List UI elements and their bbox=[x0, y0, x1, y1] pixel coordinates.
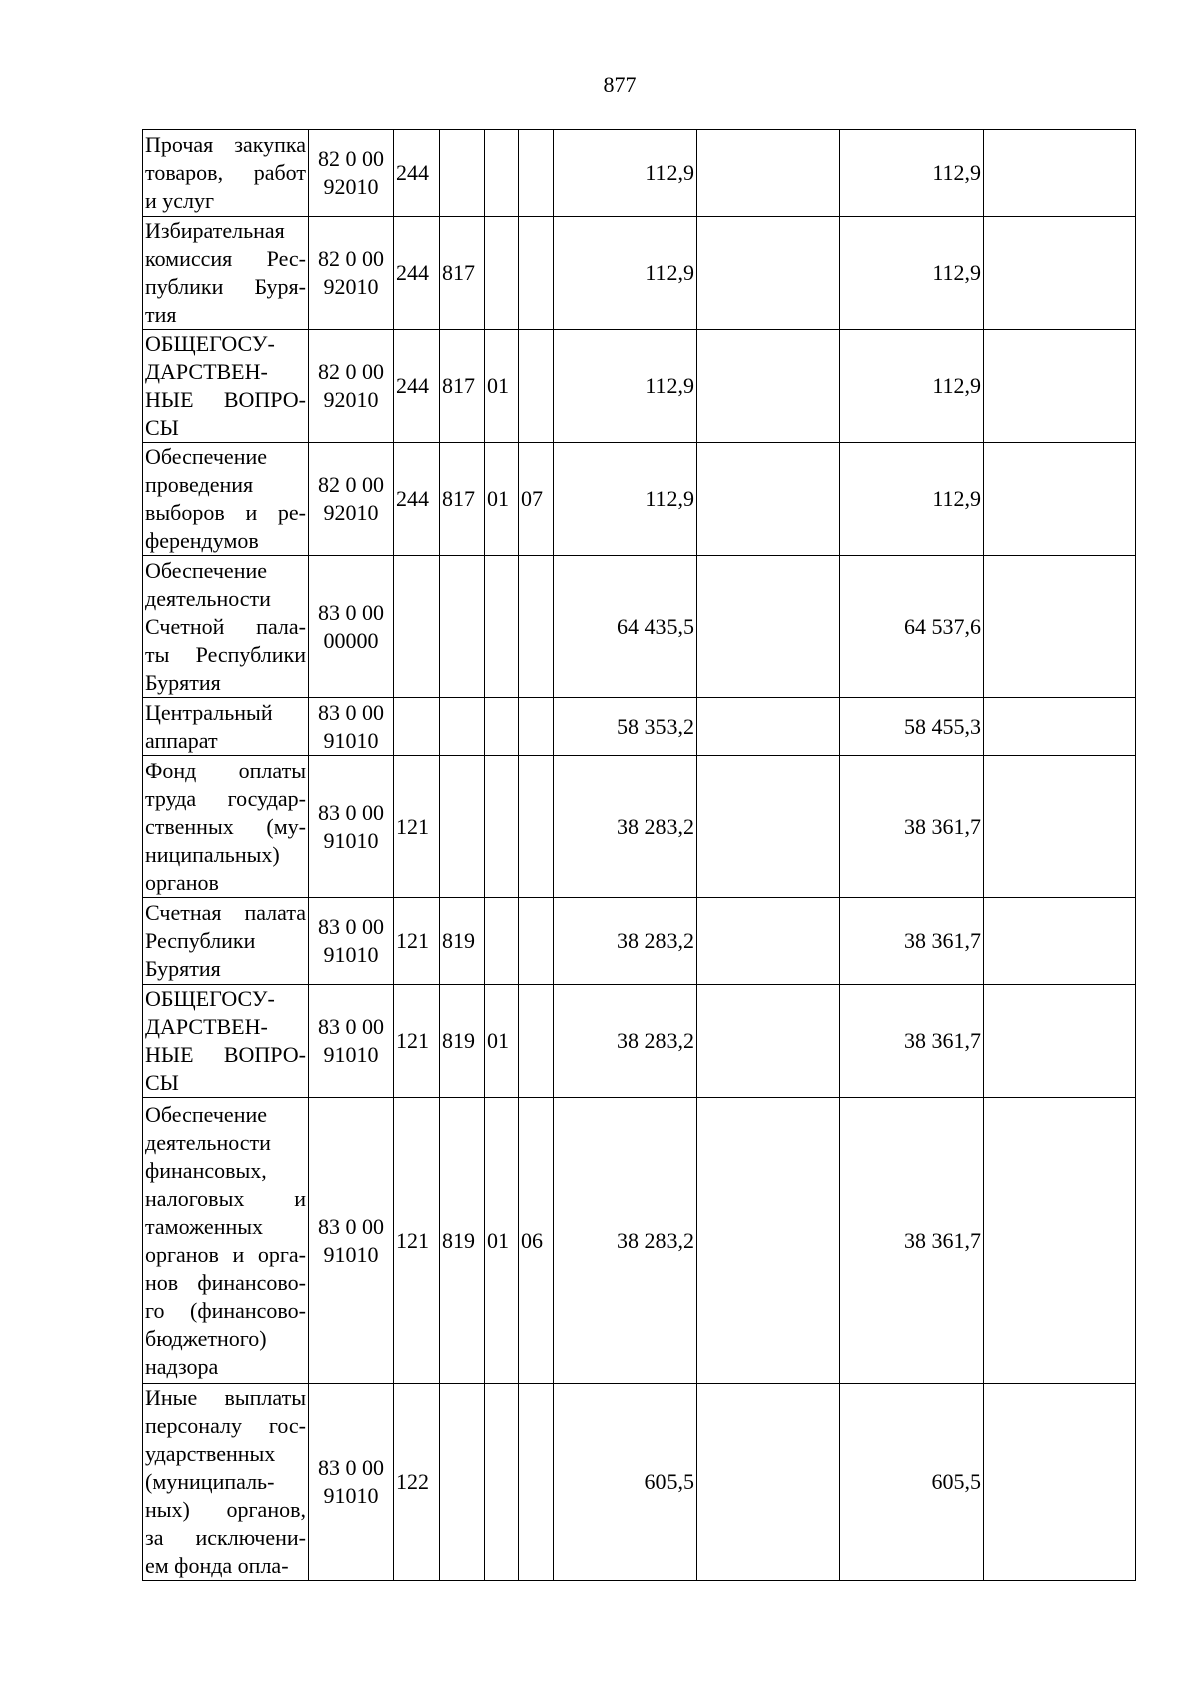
amount-cell-4 bbox=[984, 756, 1136, 898]
target-article-part: 83 0 00 bbox=[318, 699, 384, 725]
amount-cell-3: 38 361,7 bbox=[840, 985, 984, 1098]
amount-cell-3: 605,5 bbox=[840, 1384, 984, 1581]
expense-type-cell: 244 bbox=[394, 443, 440, 556]
row-name-line: (муниципаль- bbox=[145, 1469, 275, 1494]
row-name-line: товаров, работ bbox=[145, 160, 306, 185]
target-article-part: 83 0 00 bbox=[318, 1014, 384, 1039]
row-name-cell bbox=[143, 985, 309, 1098]
amount-cell-3: 112,9 bbox=[840, 217, 984, 330]
row-name-line: ферендумов bbox=[145, 528, 259, 553]
target-article-cell bbox=[309, 898, 394, 985]
target-article-part: 92010 bbox=[323, 387, 379, 412]
target-article-cell bbox=[309, 217, 394, 330]
section-cell bbox=[485, 698, 519, 756]
amount-cell-2 bbox=[697, 1098, 840, 1384]
amount-cell-1: 605,5 bbox=[554, 1384, 697, 1581]
target-article-cell bbox=[309, 698, 394, 756]
amount-cell-2 bbox=[697, 556, 840, 698]
table-row bbox=[143, 130, 1136, 217]
target-article-part: 91010 bbox=[323, 1042, 379, 1067]
section-cell bbox=[485, 217, 519, 330]
section-cell bbox=[485, 556, 519, 698]
target-article-cell bbox=[309, 985, 394, 1098]
row-name-line: НЫЕ ВОПРО- bbox=[145, 1042, 306, 1067]
budget-table bbox=[142, 129, 1136, 1581]
table-row bbox=[143, 217, 1136, 330]
row-name-cell bbox=[143, 1098, 309, 1384]
amount-cell-1: 112,9 bbox=[554, 330, 697, 443]
table-row bbox=[143, 985, 1136, 1098]
amount-cell-4 bbox=[984, 1384, 1136, 1581]
amount-cell-1: 64 435,5 bbox=[554, 556, 697, 698]
amount-cell-2 bbox=[697, 330, 840, 443]
row-name-line: публики Буря- bbox=[145, 274, 306, 299]
row-name-line: Республики bbox=[145, 928, 256, 953]
target-article-part: 83 0 00 bbox=[318, 599, 384, 625]
row-name-line: Избирательная bbox=[145, 218, 285, 243]
target-article-cell bbox=[309, 330, 394, 443]
expense-type-cell: 121 bbox=[394, 898, 440, 985]
table-row bbox=[143, 330, 1136, 443]
row-name-line: таможенных bbox=[145, 1213, 264, 1239]
target-article-part: 82 0 00 bbox=[318, 146, 384, 171]
target-article-part: 91010 bbox=[323, 1241, 379, 1267]
amount-cell-2 bbox=[697, 985, 840, 1098]
amount-cell-3: 38 361,7 bbox=[840, 898, 984, 985]
admin-code-cell bbox=[440, 698, 485, 756]
amount-cell-3: 112,9 bbox=[840, 443, 984, 556]
row-name-line: НЫЕ ВОПРО- bbox=[145, 387, 306, 412]
row-name-line: ем фонда опла- bbox=[145, 1553, 289, 1578]
row-name-line: Счетная палата bbox=[145, 900, 306, 925]
target-article-part: 91010 bbox=[323, 727, 379, 753]
page-number: 877 bbox=[603, 72, 637, 97]
target-article-cell bbox=[309, 1384, 394, 1581]
row-name-line: аппарат bbox=[145, 727, 218, 753]
row-name-line: выборов и ре- bbox=[145, 500, 306, 525]
row-name-line: Счетной пала- bbox=[145, 613, 306, 639]
amount-cell-2 bbox=[697, 130, 840, 217]
section-cell bbox=[485, 898, 519, 985]
expense-type-cell bbox=[394, 698, 440, 756]
amount-cell-3: 112,9 bbox=[840, 330, 984, 443]
row-name-line: Иные выплаты bbox=[145, 1385, 306, 1410]
row-name-line: ОБЩЕГОСУ- bbox=[145, 331, 275, 356]
expense-type-cell: 244 bbox=[394, 130, 440, 217]
expense-type-cell: 244 bbox=[394, 217, 440, 330]
amount-cell-1: 58 353,2 bbox=[554, 698, 697, 756]
target-article-cell bbox=[309, 130, 394, 217]
amount-cell-3: 38 361,7 bbox=[840, 1098, 984, 1384]
table-row bbox=[143, 1384, 1136, 1581]
row-name-line: ударственных bbox=[145, 1441, 276, 1466]
admin-code-cell: 819 bbox=[440, 1098, 485, 1384]
row-name-line: органов bbox=[145, 869, 219, 895]
row-name-line: Фонд оплаты bbox=[145, 757, 306, 783]
target-article-part: 82 0 00 bbox=[318, 246, 384, 271]
amount-cell-4 bbox=[984, 985, 1136, 1098]
table-row bbox=[143, 556, 1136, 698]
target-article-part: 83 0 00 bbox=[318, 1455, 384, 1480]
amount-cell-3: 58 455,3 bbox=[840, 698, 984, 756]
row-name-line: комиссия Рес- bbox=[145, 246, 306, 271]
amount-cell-1: 38 283,2 bbox=[554, 985, 697, 1098]
row-name-line: деятельности bbox=[145, 1129, 271, 1155]
amount-cell-2 bbox=[697, 443, 840, 556]
row-name-line: ных) органов, bbox=[145, 1497, 306, 1522]
subsection-cell bbox=[519, 556, 554, 698]
expense-type-cell: 121 bbox=[394, 1098, 440, 1384]
row-name-cell bbox=[143, 217, 309, 330]
amount-cell-1: 38 283,2 bbox=[554, 898, 697, 985]
amount-cell-1: 112,9 bbox=[554, 443, 697, 556]
amount-cell-4 bbox=[984, 330, 1136, 443]
row-name-line: нов финансово- bbox=[145, 1269, 306, 1295]
target-article-part: 91010 bbox=[323, 942, 379, 967]
amount-cell-3: 64 537,6 bbox=[840, 556, 984, 698]
row-name-line: за исключени- bbox=[145, 1525, 306, 1550]
table-row bbox=[143, 898, 1136, 985]
subsection-cell bbox=[519, 130, 554, 217]
section-cell: 01 bbox=[485, 985, 519, 1098]
subsection-cell bbox=[519, 217, 554, 330]
row-name-line: СЫ bbox=[145, 1070, 179, 1095]
target-article-part: 83 0 00 bbox=[318, 799, 384, 825]
table-row bbox=[143, 1098, 1136, 1384]
amount-cell-4 bbox=[984, 443, 1136, 556]
amount-cell-4 bbox=[984, 130, 1136, 217]
table-row bbox=[143, 443, 1136, 556]
admin-code-cell: 817 bbox=[440, 443, 485, 556]
row-name-line: проведения bbox=[145, 472, 254, 497]
row-name-line: Центральный bbox=[145, 699, 273, 725]
section-cell: 01 bbox=[485, 330, 519, 443]
section-cell bbox=[485, 756, 519, 898]
row-name-line: надзора bbox=[145, 1353, 219, 1379]
row-name-cell bbox=[143, 556, 309, 698]
admin-code-cell: 819 bbox=[440, 985, 485, 1098]
amount-cell-2 bbox=[697, 217, 840, 330]
target-article-part: 83 0 00 bbox=[318, 1213, 384, 1239]
amount-cell-1: 112,9 bbox=[554, 130, 697, 217]
expense-type-cell: 121 bbox=[394, 985, 440, 1098]
amount-cell-1: 112,9 bbox=[554, 217, 697, 330]
row-name-line: ДАРСТВЕН- bbox=[145, 1014, 268, 1039]
row-name-cell bbox=[143, 443, 309, 556]
row-name-cell bbox=[143, 130, 309, 217]
row-name-line: бюджетного) bbox=[145, 1325, 267, 1351]
admin-code-cell bbox=[440, 1384, 485, 1581]
subsection-cell bbox=[519, 985, 554, 1098]
amount-cell-4 bbox=[984, 556, 1136, 698]
row-name-line: труда государ- bbox=[145, 785, 306, 811]
subsection-cell bbox=[519, 698, 554, 756]
target-article-part: 82 0 00 bbox=[318, 359, 384, 384]
target-article-part: 91010 bbox=[323, 827, 379, 853]
section-cell: 01 bbox=[485, 1098, 519, 1384]
expense-type-cell: 121 bbox=[394, 756, 440, 898]
subsection-cell: 07 bbox=[519, 443, 554, 556]
target-article-cell bbox=[309, 556, 394, 698]
row-name-line: ты Республики bbox=[145, 641, 306, 667]
target-article-part: 91010 bbox=[323, 1483, 379, 1508]
subsection-cell bbox=[519, 898, 554, 985]
target-article-part: 00000 bbox=[323, 627, 379, 653]
row-name-cell bbox=[143, 698, 309, 756]
target-article-cell bbox=[309, 756, 394, 898]
row-name-line: ДАРСТВЕН- bbox=[145, 359, 268, 384]
target-article-part: 83 0 00 bbox=[318, 914, 384, 939]
admin-code-cell bbox=[440, 556, 485, 698]
subsection-cell bbox=[519, 756, 554, 898]
admin-code-cell: 817 bbox=[440, 330, 485, 443]
admin-code-cell: 817 bbox=[440, 217, 485, 330]
row-name-line: тия bbox=[145, 302, 177, 327]
row-name-cell bbox=[143, 1384, 309, 1581]
section-cell bbox=[485, 1384, 519, 1581]
row-name-line: ниципальных) bbox=[145, 841, 280, 867]
target-article-cell bbox=[309, 443, 394, 556]
row-name-line: налоговых и bbox=[145, 1185, 306, 1211]
row-name-cell bbox=[143, 898, 309, 985]
row-name-line: Бурятия bbox=[145, 669, 221, 695]
row-name-line: ственных (му- bbox=[145, 813, 306, 839]
row-name-line: органов и орга- bbox=[145, 1241, 306, 1267]
amount-cell-2 bbox=[697, 698, 840, 756]
amount-cell-1: 38 283,2 bbox=[554, 756, 697, 898]
admin-code-cell: 819 bbox=[440, 898, 485, 985]
row-name-line: го (финансово- bbox=[145, 1297, 306, 1323]
row-name-line: СЫ bbox=[145, 415, 179, 440]
section-cell: 01 bbox=[485, 443, 519, 556]
row-name-cell bbox=[143, 330, 309, 443]
row-name-cell bbox=[143, 756, 309, 898]
admin-code-cell bbox=[440, 130, 485, 217]
row-name-line: финансовых, bbox=[145, 1157, 267, 1183]
expense-type-cell bbox=[394, 556, 440, 698]
subsection-cell: 06 bbox=[519, 1098, 554, 1384]
row-name-line: Бурятия bbox=[145, 956, 221, 981]
row-name-line: деятельности bbox=[145, 585, 271, 611]
target-article-cell bbox=[309, 1098, 394, 1384]
amount-cell-4 bbox=[984, 898, 1136, 985]
target-article-part: 82 0 00 bbox=[318, 472, 384, 497]
amount-cell-2 bbox=[697, 756, 840, 898]
expense-type-cell: 122 bbox=[394, 1384, 440, 1581]
amount-cell-4 bbox=[984, 217, 1136, 330]
row-name-line: персоналу гос- bbox=[145, 1413, 306, 1438]
expense-type-cell: 244 bbox=[394, 330, 440, 443]
amount-cell-2 bbox=[697, 1384, 840, 1581]
amount-cell-3: 38 361,7 bbox=[840, 756, 984, 898]
amount-cell-2 bbox=[697, 898, 840, 985]
amount-cell-4 bbox=[984, 1098, 1136, 1384]
row-name-line: Обеспечение bbox=[145, 557, 267, 583]
amount-cell-1: 38 283,2 bbox=[554, 1098, 697, 1384]
row-name-line: Обеспечение bbox=[145, 444, 267, 469]
target-article-part: 92010 bbox=[323, 500, 379, 525]
row-name-line: ОБЩЕГОСУ- bbox=[145, 986, 275, 1011]
section-cell bbox=[485, 130, 519, 217]
table-row bbox=[143, 756, 1136, 898]
row-name-line: Обеспечение bbox=[145, 1101, 267, 1127]
row-name-line: и услуг bbox=[145, 188, 215, 213]
table-row bbox=[143, 698, 1136, 756]
target-article-part: 92010 bbox=[323, 174, 379, 199]
budget-table-body bbox=[143, 130, 1136, 1581]
target-article-part: 92010 bbox=[323, 274, 379, 299]
amount-cell-4 bbox=[984, 698, 1136, 756]
admin-code-cell bbox=[440, 756, 485, 898]
subsection-cell bbox=[519, 1384, 554, 1581]
row-name-line: Прочая закупка bbox=[145, 132, 306, 157]
amount-cell-3: 112,9 bbox=[840, 130, 984, 217]
subsection-cell bbox=[519, 330, 554, 443]
